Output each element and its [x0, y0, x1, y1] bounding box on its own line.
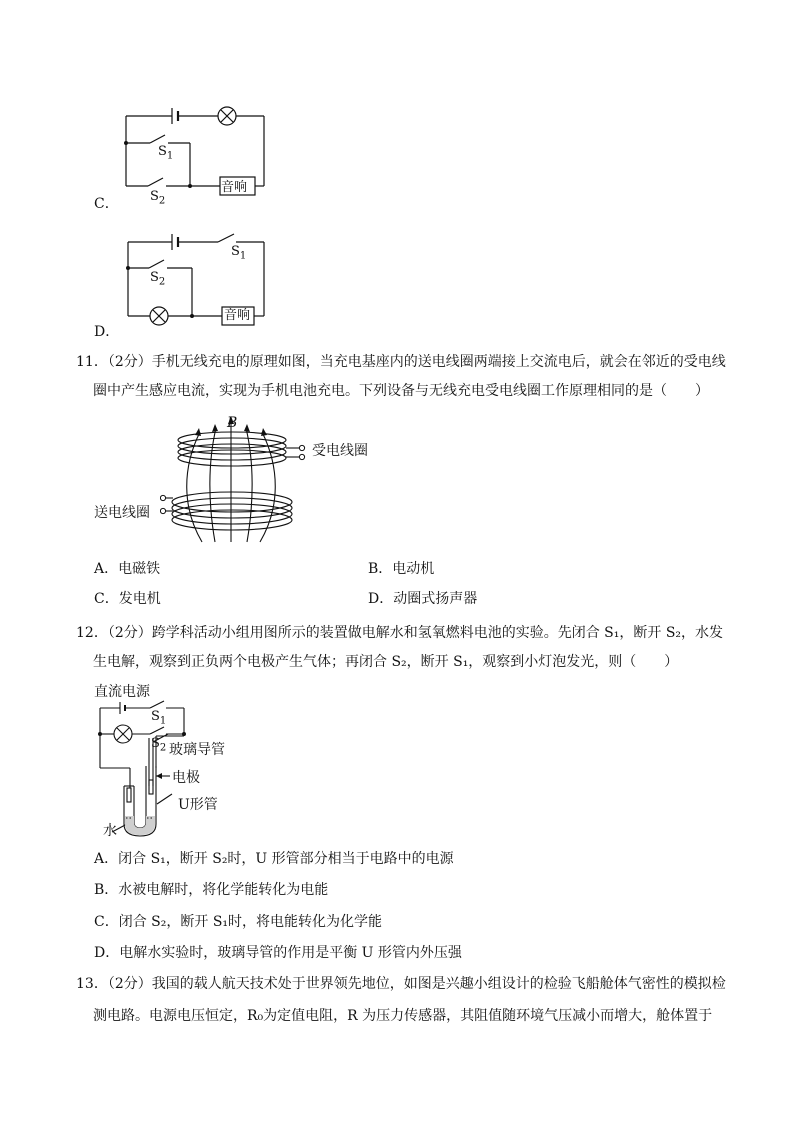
switch-label-s1: $S_1$: [158, 144, 174, 162]
q12-option-a[interactable]: A．闭合 S₁，断开 S₂时，U 形管部分相当于电路中的电源: [94, 851, 454, 867]
field-line: [260, 432, 275, 542]
field-line: [246, 428, 252, 542]
speaker-label: 音响: [221, 180, 248, 195]
glass-tube-label: 玻璃导管: [169, 742, 225, 758]
switch-label-s1: $S_1$: [151, 709, 167, 727]
q12-stem-line1: 12．（2分）跨学科活动小组用图所示的装置做电解水和氢氧燃料电池的实验。先闭合 S₁，断开 S₂，水发: [76, 625, 724, 641]
dc-power-label: 直流电源: [94, 684, 150, 700]
option-letter-d: D．: [94, 324, 120, 340]
switch-label-s1: $S_1$: [231, 244, 247, 262]
field-line: [187, 432, 202, 542]
wireless-charging-coil-figure: [160, 412, 320, 544]
q12-stem-line2: 生电解，观察到正负两个电极产生气体；再闭合 S₂，断开 S₁，观察到小灯泡发光，则（ ）: [93, 654, 679, 670]
q12-option-b[interactable]: B．水被电解时，将化学能转化为电能: [94, 882, 329, 898]
circuit-diagram-c: [110, 100, 280, 210]
switch-label-s2: $S_2$: [150, 270, 166, 288]
speaker-label: 音响: [224, 308, 251, 323]
q11-option-c[interactable]: C．发电机: [94, 591, 161, 607]
switch-label-s2: $S_2$: [150, 189, 166, 207]
water-label: 水: [103, 823, 117, 839]
q12-option-d[interactable]: D．电解水实验时，玻璃导管的作用是平衡 U 形管内外压强: [94, 945, 462, 961]
switch-label-s2: $S_2$: [151, 736, 167, 754]
q11-option-d[interactable]: D．动圈式扬声器: [368, 591, 478, 607]
sending-coil-label: 送电线圈: [94, 505, 150, 521]
q11-option-a[interactable]: A．电磁铁: [94, 561, 161, 577]
q11-option-b[interactable]: B．电动机: [368, 561, 435, 577]
q11-stem-line1: 11．（2分）手机无线充电的原理如图，当充电基座内的送电线圈两端接上交流电后，就会在邻近的受电线: [76, 354, 726, 370]
electrode-label: 电极: [172, 770, 200, 786]
q13-stem-line2: 测电路。电源电压恒定，R₀为定值电阻，R 为压力传感器，其阻值随环境气压减小而增大，舱体置于: [93, 1008, 713, 1024]
u-tube-label: U形管: [178, 797, 218, 813]
q13-stem-line1: 13．（2分）我国的载人航天技术处于世界领先地位，如图是兴趣小组设计的检验飞船舱体气密性的模拟检: [76, 976, 726, 992]
receiving-coil-label: 受电线圈: [312, 443, 368, 459]
circuit-diagram-d: [112, 228, 282, 338]
water-fill: [125, 816, 155, 835]
option-letter-c: C．: [94, 196, 119, 212]
magnetic-field-label: B: [227, 415, 238, 431]
q11-stem-line2: 圈中产生感应电流，实现为手机电池充电。下列设备与无线充电受电线圈工作原理相同的是（ ）: [93, 383, 709, 399]
q12-option-c[interactable]: C．闭合 S₂，断开 S₁时，将电能转化为化学能: [94, 914, 383, 930]
